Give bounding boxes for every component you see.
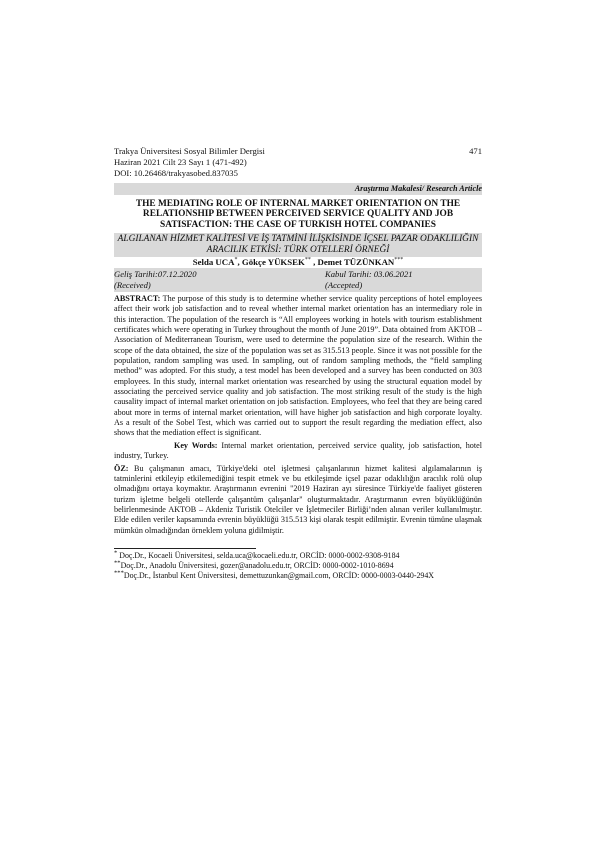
keywords-text: Internal market orientation, perceived service quality, job satisfaction, hotel industry, Turkey. xyxy=(114,440,482,461)
page-number: 471 xyxy=(469,146,482,156)
keywords-label: Key Words: xyxy=(174,440,218,450)
footnote-mark: *** xyxy=(114,569,124,577)
footnote-mark: * xyxy=(114,549,118,557)
title-turkish: ALGILANAN HİZMET KALİTESİ VE İŞ TATMİNİ İLİŞKİSİNDE İÇSEL PAZAR ODAKLILIĞIN ARACILIK ETKİSİ: TÜRK OTELLERİ ÖRNEĞİ xyxy=(114,233,482,257)
footnote-text: Doç.Dr., İstanbul Kent Üniversitesi, demettuzunkan@gmail.com, ORCİD: 0000-0003-0440-294X xyxy=(123,571,435,581)
author-line xyxy=(114,257,482,268)
received-english: (Received) xyxy=(114,280,151,290)
footnote-text: Doç.Dr., Anadolu Üniversitesi, gozer@anadolu.edu.tr, ORCİD: 0000-0002-1010-8694 xyxy=(120,561,394,571)
author-mark: ** xyxy=(304,257,311,264)
author-name: Selda UCA xyxy=(192,257,235,267)
oz-text: Bu çalışmanın amacı, Türkiye'deki otel işletmesi çalışanlarının hizmet kalitesi algılamalarının iş tatminlerini etkileyip etkilemediğini tespit etmek ve bu etkileşimde içsel pazar odaklılığın aracılık rolü olup olmadığını ortaya koymaktır. Araştırmanın evrenini "2019 Haziran ayı süresince Türkiye'de faaliyet gösteren turizm işletme belgeli otellerde çalışantüm çalışanlar" oluşturmaktadır. Araştırmanın evren büyüklüğünün belirlenmesinde AKTOB – Akdeniz Turistik Otelciler ve İşletmeciler Birliği’nden alınan veriler kullanılmıştır. Elde edilen veriler kapsamında evrenin büyüklüğü 315.513 kişi olarak tespit edilmiştir. Evrenin tümüne ulaşmak mümkün olmadığından örneklem yoluna gidilmiştir. xyxy=(114,463,483,535)
journal-name: Trakya Üniversitesi Sosyal Bilimler Dergisi xyxy=(114,146,265,156)
author-separator: , xyxy=(310,257,318,267)
journal-header xyxy=(114,146,482,180)
article-page xyxy=(114,146,482,582)
received-date xyxy=(114,269,298,291)
article-type-bar: Araştırma Makalesi/ Research Article xyxy=(114,183,482,195)
abstract-label: ABSTRACT: xyxy=(114,294,161,303)
received-label: Geliş Tarihi:07.12.2020 xyxy=(114,269,197,279)
author-name: Gökçe YÜKSEK xyxy=(241,257,305,267)
footnote xyxy=(114,551,482,561)
oz-abstract xyxy=(114,464,482,536)
footnote-mark: ** xyxy=(114,559,121,567)
footnote xyxy=(114,561,482,571)
footnote-text: Doç.Dr., Kocaeli Üniversitesi, selda.uca@kocaeli.edu.tr, ORCİD: 0000-0002-9308-9184 xyxy=(117,550,400,560)
abstract xyxy=(114,294,482,439)
accepted-date xyxy=(298,269,482,291)
footnotes xyxy=(114,551,482,582)
accepted-english: (Accepted) xyxy=(325,280,363,290)
footnote xyxy=(114,571,482,581)
accepted-label: Kabul Tarihi: 03.06.2021 xyxy=(325,269,413,279)
journal-issue: Haziran 2021 Cilt 23 Sayı 1 (471-492) xyxy=(114,157,247,168)
author-name: Demet TÜZÜNKAN xyxy=(317,257,395,267)
abstract-text: The purpose of this study is to determine whether service quality perceptions of hotel employees affect their work job satisfaction and to reveal whether internal market orientation has an intermediary role in this interaction. The population of the research is “All employees working in hotels with tourism establishment certificates which were operating in Turkey throughout the month of June 2019”. Data obtained from AKTOB – Association of Mediterranean Tourism, were used to determine the population size of the research. Within the scope of the data obtained, the size of the population was set as 315.513 people. Since it was not possible for the population, random sampling was used. In sampling, out of random sampling methods, the “field sampling method” was adopted. For this study, a test model has been developed and a survey has been conducted on 303 employees. In this study, internal market orientation was researched by using the structural equation model by associating the perceived service quality and job satisfaction. The most striking result of the study is the high causality impact of internal market orientation on job satisfaction. Employees, who feel that they are being cared about more in terms of internal market orientation, will have higher job satisfaction and high corporate loyalty. As a result of the Sobel Test, which was carried out to support the result regarding the mediation effect, also shows that the mediation effect is significant. xyxy=(114,294,482,438)
doi-link[interactable]: DOI: 10.26468/trakyasobed.837035 xyxy=(114,168,238,179)
author-mark: * xyxy=(234,257,238,264)
dates-block xyxy=(114,268,482,292)
oz-label: ÖZ: xyxy=(114,463,129,473)
author-mark: *** xyxy=(394,257,404,264)
author-separator: , xyxy=(237,257,242,267)
keywords xyxy=(114,441,482,462)
title-english: THE MEDIATING ROLE OF INTERNAL MARKET ORIENTATION ON THE RELATIONSHIP BETWEEN PERCEIVED SERVICE QUALITY AND JOB SATISFACTION: THE CASE OF TURKISH HOTEL COMPANIES xyxy=(135,198,461,231)
footnote-divider xyxy=(114,548,256,549)
